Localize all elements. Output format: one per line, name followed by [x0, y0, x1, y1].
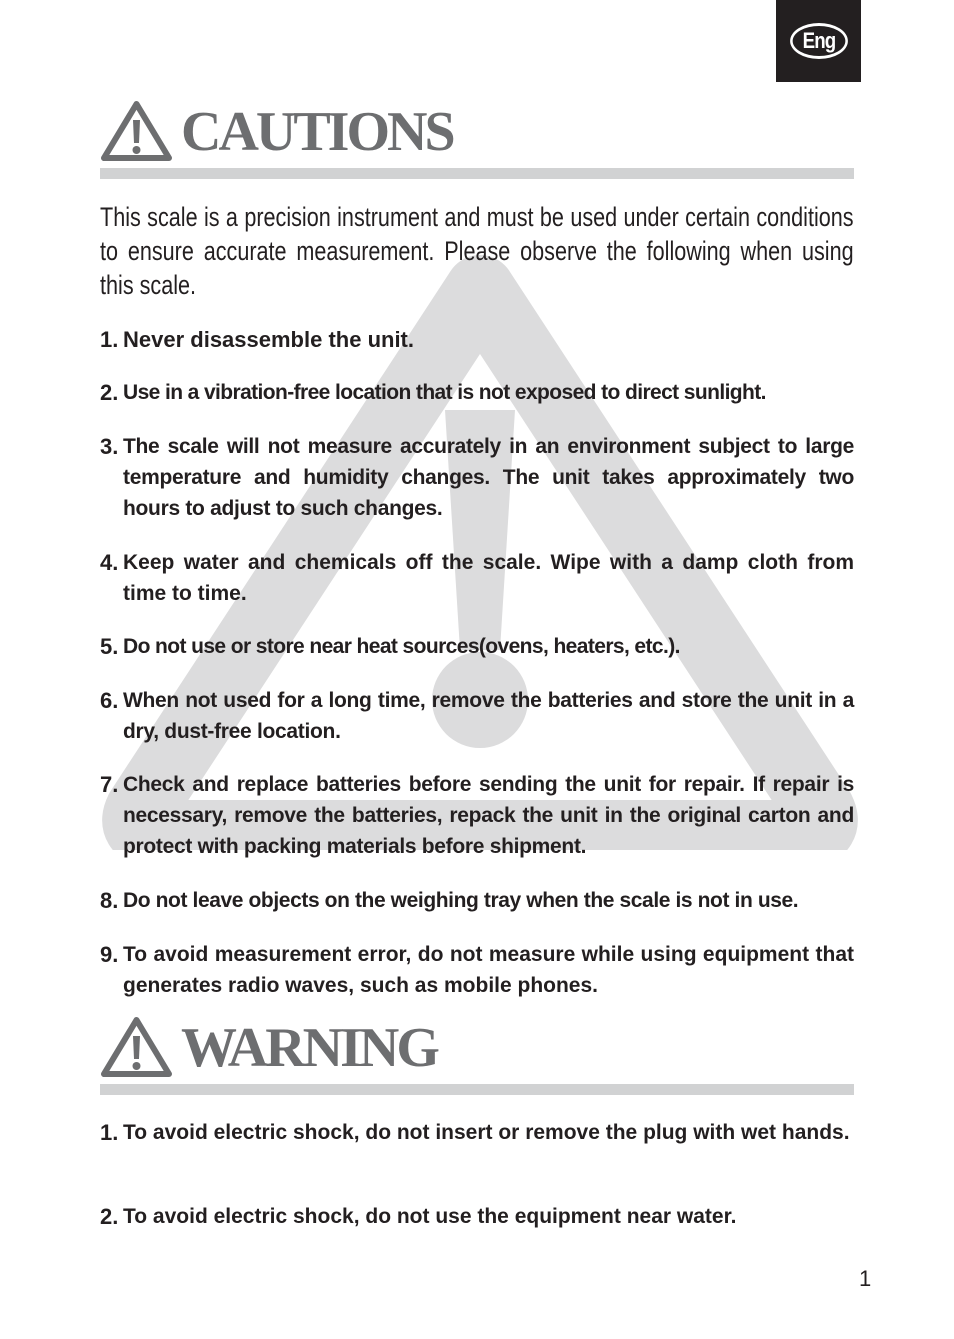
- item-text: To avoid measurement error, do not measure while using equipment that generates radio waves, such as mobile phones.: [123, 943, 854, 997]
- cautions-item: [100, 939, 854, 1001]
- cautions-divider: [100, 168, 854, 179]
- warning-divider: [100, 1084, 854, 1095]
- cautions-item: [100, 769, 854, 862]
- item-number: 2.: [100, 1204, 119, 1229]
- item-text: When not used for a long time, remove the batteries and store the unit in a dry, dust-free location.: [123, 689, 854, 743]
- warning-triangle-icon: [100, 1016, 173, 1079]
- cautions-title: CAUTIONS: [181, 100, 453, 163]
- item-text: Keep water and chemicals off the scale. Wipe with a damp cloth from time to time.: [123, 551, 854, 605]
- language-label: Eng: [790, 23, 848, 59]
- item-text: To avoid electric shock, do not insert or remove the plug with wet hands.: [123, 1121, 850, 1144]
- cautions-item: [100, 547, 854, 609]
- cautions-intro: [100, 200, 854, 302]
- cautions-item: [100, 431, 854, 524]
- page-number: 1: [859, 1266, 872, 1291]
- item-number: 4.: [100, 550, 119, 575]
- language-tab: [776, 0, 861, 82]
- item-number: 1.: [100, 1120, 119, 1145]
- item-number: 1.: [100, 327, 119, 352]
- item-number: 5.: [100, 634, 119, 659]
- item-number: 2.: [100, 380, 119, 405]
- item-number: 6.: [100, 688, 119, 713]
- item-number: 7.: [100, 772, 119, 797]
- item-text: Use in a vibration-free location that is not exposed to direct sunlight.: [123, 381, 766, 404]
- warning-title: WARNING: [181, 1016, 437, 1079]
- intro-text: This scale is a precision instrument and must be used under certain conditions to ensure accurate measurement. Please observe the following when using this scale.: [100, 202, 854, 300]
- item-text: Do not leave objects on the weighing tray when the scale is not in use.: [123, 889, 799, 912]
- warning-heading: [100, 1016, 437, 1079]
- warning-item: [100, 1117, 854, 1148]
- item-text: Check and replace batteries before sending the unit for repair. If repair is necessary, remove the batteries, repack the unit in the original carton and protect with packing materials before shipment.: [123, 773, 854, 858]
- cautions-item: [100, 377, 854, 408]
- warning-item: [100, 1201, 854, 1232]
- cautions-item: [100, 631, 854, 662]
- cautions-item: [100, 885, 854, 916]
- warning-triangle-icon: [100, 100, 173, 163]
- cautions-item: [100, 324, 854, 355]
- item-text: Never disassemble the unit.: [123, 327, 414, 352]
- cautions-item: [100, 685, 854, 747]
- item-text: Do not use or store near heat sources(ovens, heaters, etc.).: [123, 635, 680, 658]
- item-text: To avoid electric shock, do not use the equipment near water.: [123, 1205, 737, 1228]
- cautions-heading: [100, 100, 453, 163]
- item-number: 8.: [100, 888, 119, 913]
- item-text: The scale will not measure accurately in an environment subject to large temperature and humidity changes. The unit takes approximately two hours to adjust to such changes.: [123, 435, 854, 520]
- item-number: 9.: [100, 942, 119, 967]
- item-number: 3.: [100, 434, 119, 459]
